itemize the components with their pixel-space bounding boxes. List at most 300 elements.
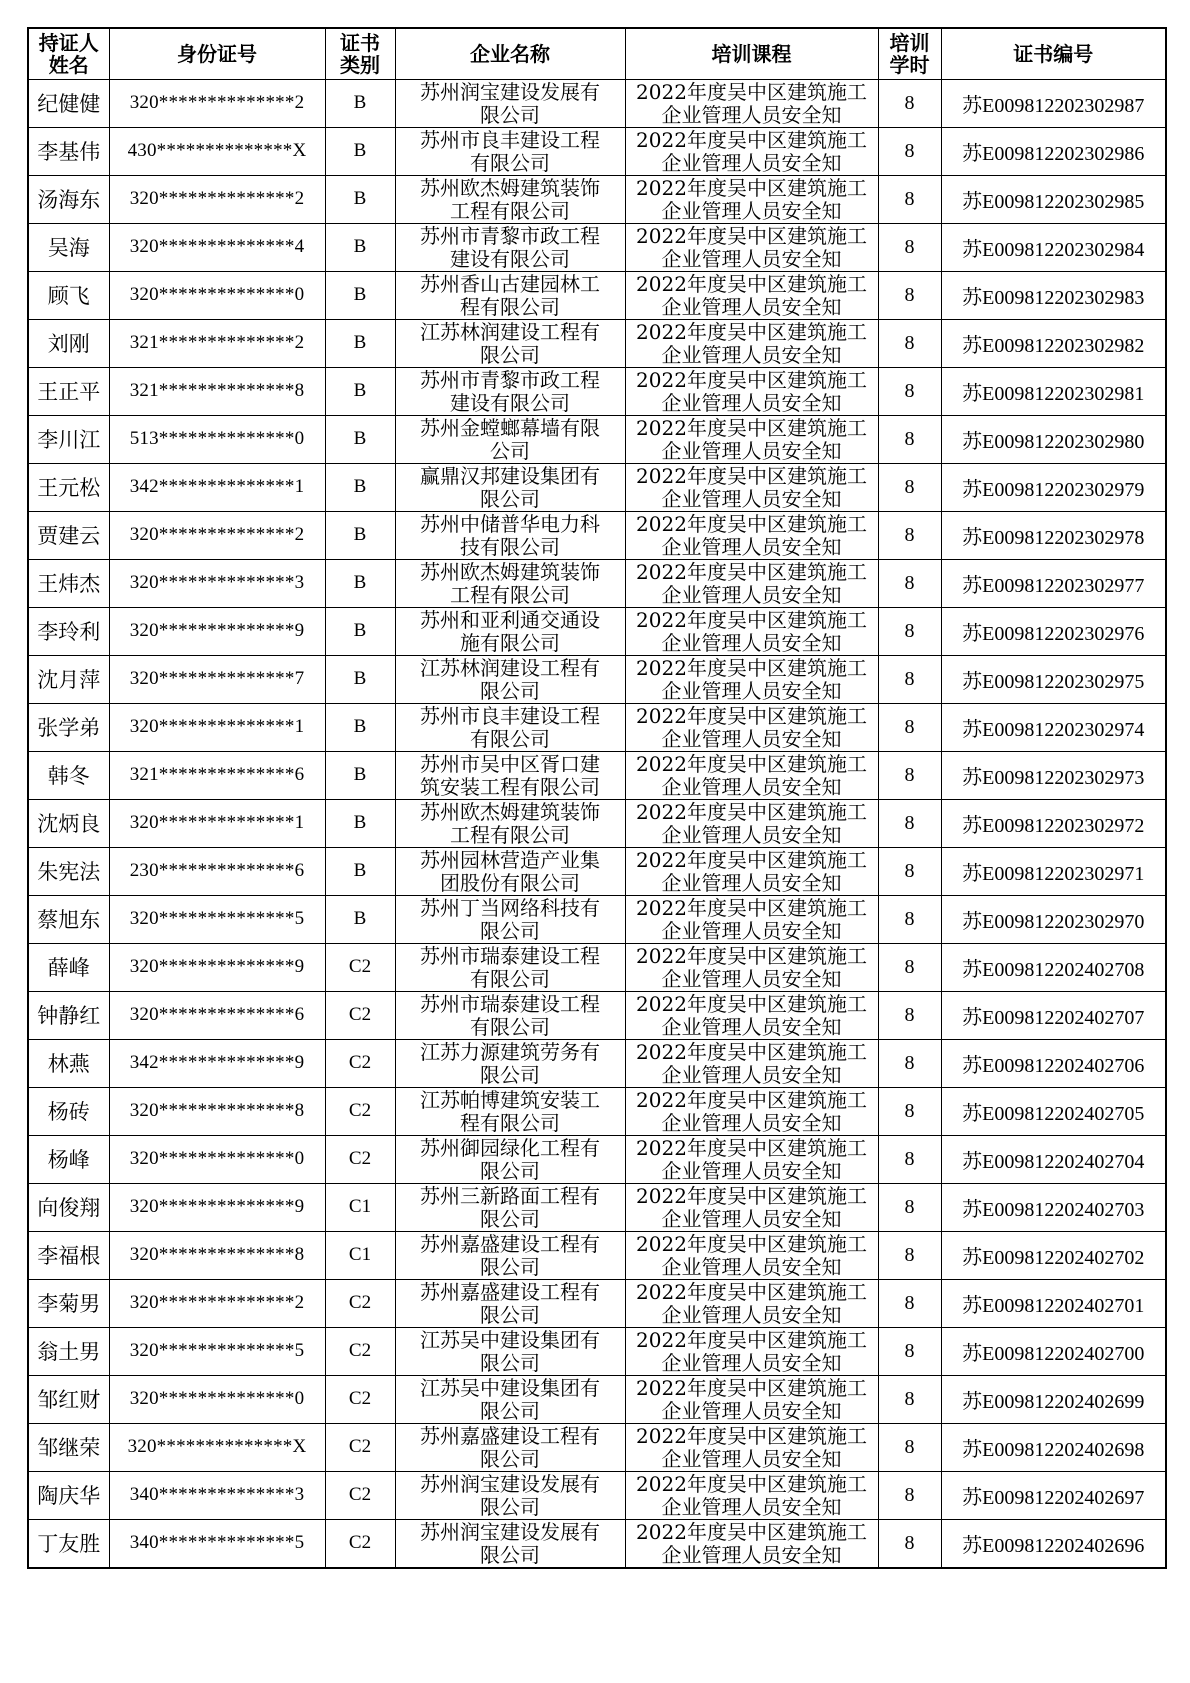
cell-company-text: 江苏林润建设工程有限公司 <box>420 655 600 703</box>
cell-holder-name-text: 沈炳良 <box>37 812 101 836</box>
cell-cert-category-text: C2 <box>348 1100 372 1121</box>
cell-company <box>395 463 625 511</box>
cell-holder-name <box>28 367 109 415</box>
cell-id-number-text: 320**************1 <box>129 716 305 737</box>
header-cert-category <box>325 28 395 79</box>
cell-hours-text: 8 <box>904 763 915 786</box>
cell-id-number-text: 320**************3 <box>129 572 305 593</box>
cell-company <box>395 943 625 991</box>
cell-cert-category <box>325 847 395 895</box>
cell-cert-number-text: 苏E009812202402702 <box>962 1246 1145 1269</box>
table-row <box>28 655 1166 703</box>
cell-id-number-text: 321**************2 <box>129 332 305 353</box>
cell-company-text: 苏州嘉盛建设工程有限公司 <box>420 1231 600 1279</box>
cell-company <box>395 1327 625 1375</box>
cell-hours <box>878 1327 941 1375</box>
cell-hours <box>878 1087 941 1135</box>
cell-hours-text: 8 <box>904 283 915 306</box>
cell-holder-name <box>28 415 109 463</box>
cell-hours <box>878 895 941 943</box>
cell-hours-text: 8 <box>904 91 915 114</box>
cell-hours-text: 8 <box>904 1531 915 1554</box>
cell-id-number <box>109 271 325 319</box>
cell-holder-name <box>28 1231 109 1279</box>
cell-id-number <box>109 1087 325 1135</box>
cell-hours <box>878 943 941 991</box>
header-company-label: 企业名称 <box>470 41 550 66</box>
cell-company-text: 苏州市瑞泰建设工程有限公司 <box>420 943 600 991</box>
cell-hours-text: 8 <box>904 1195 915 1218</box>
cell-holder-name <box>28 175 109 223</box>
cell-course-text: 2022年度吴中区建筑施工企业管理人员安全知 <box>636 1183 867 1231</box>
cell-course-text: 2022年度吴中区建筑施工企业管理人员安全知 <box>636 1039 867 1087</box>
cell-hours-text: 8 <box>904 907 915 930</box>
cell-company <box>395 1135 625 1183</box>
cell-cert-category-text: C2 <box>348 1532 372 1553</box>
cell-course-text: 2022年度吴中区建筑施工企业管理人员安全知 <box>636 559 867 607</box>
cell-course <box>625 703 878 751</box>
cell-id-number-text: 320**************6 <box>129 1004 305 1025</box>
cell-company <box>395 1039 625 1087</box>
cell-cert-number-text: 苏E009812202402699 <box>962 1390 1145 1413</box>
cell-holder-name-text: 蔡旭东 <box>37 908 101 932</box>
cell-company-text: 江苏吴中建设集团有限公司 <box>420 1327 600 1375</box>
cell-holder-name <box>28 751 109 799</box>
cell-company <box>395 1231 625 1279</box>
cell-cert-category <box>325 1183 395 1231</box>
cell-hours <box>878 847 941 895</box>
cell-hours-text: 8 <box>904 331 915 354</box>
header-hours <box>878 28 941 79</box>
cell-hours-text: 8 <box>904 1003 915 1026</box>
cell-course-text: 2022年度吴中区建筑施工企业管理人员安全知 <box>636 319 867 367</box>
cell-company-text: 苏州和亚利通交通设施有限公司 <box>420 607 600 655</box>
table-row <box>28 991 1166 1039</box>
header-course <box>625 28 878 79</box>
cell-holder-name <box>28 655 109 703</box>
cell-cert-number-text: 苏E009812202302972 <box>962 814 1145 837</box>
cell-cert-number-text: 苏E009812202402696 <box>962 1534 1145 1557</box>
cell-id-number <box>109 319 325 367</box>
header-company <box>395 28 625 79</box>
cell-holder-name <box>28 703 109 751</box>
cell-company-text: 苏州欧杰姆建筑装饰工程有限公司 <box>420 559 600 607</box>
cell-holder-name <box>28 943 109 991</box>
table-row <box>28 1135 1166 1183</box>
cell-id-number <box>109 991 325 1039</box>
cell-cert-number <box>941 559 1166 607</box>
table-row <box>28 1039 1166 1087</box>
cell-cert-number-text: 苏E009812202302981 <box>962 382 1145 405</box>
cell-id-number-text: 340**************5 <box>129 1532 305 1553</box>
cell-holder-name-text: 李川江 <box>37 428 101 452</box>
cell-cert-category-text: B <box>353 236 367 257</box>
table-row <box>28 223 1166 271</box>
cell-id-number <box>109 751 325 799</box>
cell-hours-text: 8 <box>904 955 915 978</box>
cell-holder-name-text: 贾建云 <box>37 524 101 548</box>
cell-cert-category-text: B <box>353 764 367 785</box>
cell-cert-category-text: C2 <box>348 1148 372 1169</box>
cell-id-number-text: 320**************2 <box>129 92 305 113</box>
cell-hours-text: 8 <box>904 1435 915 1458</box>
cell-cert-number <box>941 1039 1166 1087</box>
cell-cert-category <box>325 367 395 415</box>
cell-cert-number <box>941 1327 1166 1375</box>
cell-hours <box>878 991 941 1039</box>
cell-cert-number <box>941 271 1166 319</box>
cell-cert-category-text: C2 <box>348 1484 372 1505</box>
cell-company-text: 赢鼎汉邦建设集团有限公司 <box>420 463 600 511</box>
cell-cert-number <box>941 511 1166 559</box>
cell-holder-name-text: 吴海 <box>47 236 90 260</box>
cell-hours-text: 8 <box>904 523 915 546</box>
cell-course-text: 2022年度吴中区建筑施工企业管理人员安全知 <box>636 1231 867 1279</box>
cell-course-text: 2022年度吴中区建筑施工企业管理人员安全知 <box>636 1279 867 1327</box>
cell-cert-number-text: 苏E009812202402703 <box>962 1198 1145 1221</box>
cell-course-text: 2022年度吴中区建筑施工企业管理人员安全知 <box>636 607 867 655</box>
cell-company-text: 江苏力源建筑劳务有限公司 <box>420 1039 600 1087</box>
cell-id-number <box>109 1183 325 1231</box>
cell-holder-name-text: 向俊翔 <box>37 1196 101 1220</box>
cell-course <box>625 271 878 319</box>
cell-cert-number <box>941 991 1166 1039</box>
cell-course-text: 2022年度吴中区建筑施工企业管理人员安全知 <box>636 655 867 703</box>
cell-cert-category <box>325 1423 395 1471</box>
cell-id-number <box>109 847 325 895</box>
cell-holder-name-text: 陶庆华 <box>37 1484 101 1508</box>
cell-holder-name <box>28 127 109 175</box>
cell-course-text: 2022年度吴中区建筑施工企业管理人员安全知 <box>636 943 867 991</box>
cell-course-text: 2022年度吴中区建筑施工企业管理人员安全知 <box>636 511 867 559</box>
cell-cert-number <box>941 175 1166 223</box>
cell-cert-number-text: 苏E009812202302975 <box>962 670 1145 693</box>
cell-company-text: 苏州香山古建园林工程有限公司 <box>420 271 600 319</box>
cell-course-text: 2022年度吴中区建筑施工企业管理人员安全知 <box>636 991 867 1039</box>
header-course-label: 培训课程 <box>711 41 792 66</box>
cell-cert-category <box>325 127 395 175</box>
cell-cert-number-text: 苏E009812202302980 <box>962 430 1145 453</box>
cell-id-number-text: 342**************9 <box>129 1052 305 1073</box>
table-row <box>28 463 1166 511</box>
cell-cert-category-text: B <box>353 668 367 689</box>
cell-cert-number <box>941 79 1166 127</box>
cell-company <box>395 223 625 271</box>
cell-course <box>625 175 878 223</box>
header-id-number <box>109 28 325 79</box>
cell-cert-category <box>325 1087 395 1135</box>
cell-holder-name-text: 王元松 <box>37 476 101 500</box>
cell-id-number <box>109 415 325 463</box>
cell-company-text: 苏州欧杰姆建筑装饰工程有限公司 <box>420 799 600 847</box>
cell-id-number-text: 230**************6 <box>129 860 305 881</box>
cell-cert-number <box>941 1279 1166 1327</box>
cell-id-number <box>109 559 325 607</box>
cell-company-text: 江苏林润建设工程有限公司 <box>420 319 600 367</box>
cell-holder-name <box>28 1375 109 1423</box>
cell-cert-number <box>941 847 1166 895</box>
cell-hours <box>878 415 941 463</box>
certificate-table <box>27 27 1167 1569</box>
cell-cert-number-text: 苏E009812202302986 <box>962 142 1145 165</box>
cell-id-number-text: 320**************9 <box>129 1196 305 1217</box>
cell-holder-name-text: 朱宪法 <box>37 860 101 884</box>
cell-course-text: 2022年度吴中区建筑施工企业管理人员安全知 <box>636 1423 867 1471</box>
cell-holder-name-text: 林燕 <box>47 1052 90 1076</box>
cell-cert-number-text: 苏E009812202402708 <box>962 958 1145 981</box>
cell-hours <box>878 1375 941 1423</box>
cell-holder-name-text: 钟静红 <box>37 1004 101 1028</box>
cell-holder-name-text: 汤海东 <box>37 188 101 212</box>
cell-holder-name <box>28 1519 109 1568</box>
cell-company <box>395 799 625 847</box>
cell-cert-category-text: B <box>353 812 367 833</box>
cell-course-text: 2022年度吴中区建筑施工企业管理人员安全知 <box>636 367 867 415</box>
cell-course <box>625 79 878 127</box>
cell-cert-category <box>325 751 395 799</box>
table-row <box>28 943 1166 991</box>
header-cert-category-label: 证书类别 <box>340 30 380 77</box>
cell-holder-name <box>28 559 109 607</box>
cell-id-number-text: 320**************5 <box>129 908 305 929</box>
cell-company <box>395 127 625 175</box>
cell-hours-text: 8 <box>904 1483 915 1506</box>
cell-holder-name-text: 张学弟 <box>37 716 101 740</box>
cell-id-number-text: 320**************X <box>127 1436 307 1457</box>
table-row <box>28 607 1166 655</box>
cell-company <box>395 991 625 1039</box>
cell-cert-category <box>325 1327 395 1375</box>
cell-cert-number-text: 苏E009812202402706 <box>962 1054 1145 1077</box>
cell-holder-name-text: 王炜杰 <box>37 572 101 596</box>
cell-cert-category-text: C2 <box>348 1340 372 1361</box>
cell-cert-number-text: 苏E009812202302974 <box>962 718 1145 741</box>
cell-hours-text: 8 <box>904 811 915 834</box>
cell-cert-number <box>941 1375 1166 1423</box>
cell-holder-name <box>28 1135 109 1183</box>
cell-cert-category-text: B <box>353 140 367 161</box>
cell-id-number <box>109 463 325 511</box>
cell-cert-category-text: C1 <box>348 1196 372 1217</box>
cell-id-number <box>109 79 325 127</box>
table-row <box>28 127 1166 175</box>
table-row <box>28 1519 1166 1568</box>
cell-cert-category <box>325 655 395 703</box>
cell-course <box>625 607 878 655</box>
table-row <box>28 751 1166 799</box>
cell-cert-number <box>941 463 1166 511</box>
cell-id-number-text: 320**************7 <box>129 668 305 689</box>
cell-company <box>395 895 625 943</box>
cell-course <box>625 1375 878 1423</box>
cell-course-text: 2022年度吴中区建筑施工企业管理人员安全知 <box>636 703 867 751</box>
cell-holder-name <box>28 847 109 895</box>
cell-id-number-text: 320**************5 <box>129 1340 305 1361</box>
cell-course-text: 2022年度吴中区建筑施工企业管理人员安全知 <box>636 415 867 463</box>
cell-cert-number <box>941 319 1166 367</box>
cell-course <box>625 223 878 271</box>
cell-course-text: 2022年度吴中区建筑施工企业管理人员安全知 <box>636 127 867 175</box>
cell-cert-number-text: 苏E009812202302979 <box>962 478 1145 501</box>
header-name-label: 持证人姓名 <box>38 30 99 77</box>
cell-hours <box>878 1183 941 1231</box>
header-cert-number-label: 证书编号 <box>1013 41 1094 66</box>
cell-hours-text: 8 <box>904 139 915 162</box>
cell-holder-name-text: 李玲利 <box>37 620 101 644</box>
cell-id-number <box>109 1471 325 1519</box>
cell-cert-category <box>325 175 395 223</box>
cell-hours <box>878 79 941 127</box>
cell-cert-category-text: C2 <box>348 1004 372 1025</box>
cell-course <box>625 847 878 895</box>
cell-course-text: 2022年度吴中区建筑施工企业管理人员安全知 <box>636 1375 867 1423</box>
cell-hours-text: 8 <box>904 619 915 642</box>
cell-cert-category <box>325 511 395 559</box>
table-row <box>28 1183 1166 1231</box>
cell-company <box>395 655 625 703</box>
cell-company <box>395 367 625 415</box>
cell-hours-text: 8 <box>904 235 915 258</box>
cell-holder-name <box>28 607 109 655</box>
cell-company-text: 苏州市瑞泰建设工程有限公司 <box>420 991 600 1039</box>
cell-company-text: 苏州三新路面工程有限公司 <box>420 1183 600 1231</box>
cell-holder-name-text: 纪健健 <box>37 92 101 116</box>
cell-id-number <box>109 943 325 991</box>
table-row <box>28 175 1166 223</box>
cell-id-number <box>109 1039 325 1087</box>
cell-cert-category <box>325 223 395 271</box>
cell-cert-category-text: C1 <box>348 1244 372 1265</box>
cell-holder-name-text: 刘刚 <box>47 332 90 356</box>
cell-hours-text: 8 <box>904 475 915 498</box>
cell-holder-name <box>28 1423 109 1471</box>
cell-id-number-text: 320**************2 <box>129 188 305 209</box>
cell-cert-category <box>325 1519 395 1568</box>
cell-cert-category-text: B <box>353 284 367 305</box>
cell-holder-name-text: 李菊男 <box>37 1292 101 1316</box>
cell-course <box>625 799 878 847</box>
cell-cert-category-text: B <box>353 524 367 545</box>
cell-company-text: 苏州市青黎市政工程建设有限公司 <box>420 367 600 415</box>
cell-hours-text: 8 <box>904 859 915 882</box>
header-cert-number <box>941 28 1166 79</box>
cell-course-text: 2022年度吴中区建筑施工企业管理人员安全知 <box>636 1135 867 1183</box>
cell-cert-category <box>325 895 395 943</box>
cell-course <box>625 1519 878 1568</box>
table-row <box>28 415 1166 463</box>
table-row <box>28 1327 1166 1375</box>
cell-company <box>395 607 625 655</box>
cell-holder-name-text: 王正平 <box>37 380 101 404</box>
cell-company-text: 苏州市吴中区胥口建筑安装工程有限公司 <box>420 751 600 799</box>
cell-company-text: 苏州嘉盛建设工程有限公司 <box>420 1279 600 1327</box>
cell-cert-number-text: 苏E009812202302970 <box>962 910 1145 933</box>
cell-hours-text: 8 <box>904 379 915 402</box>
cell-id-number-text: 430**************X <box>127 140 307 161</box>
cell-cert-number <box>941 703 1166 751</box>
cell-holder-name <box>28 79 109 127</box>
cell-id-number <box>109 1231 325 1279</box>
cell-cert-number-text: 苏E009812202302971 <box>962 862 1145 885</box>
cell-course <box>625 895 878 943</box>
cell-holder-name-text: 邹红财 <box>37 1388 101 1412</box>
cell-id-number <box>109 127 325 175</box>
cell-company-text: 苏州园林营造产业集团股份有限公司 <box>420 847 600 895</box>
cell-company-text: 苏州市良丰建设工程有限公司 <box>420 127 600 175</box>
cell-cert-number-text: 苏E009812202402698 <box>962 1438 1145 1461</box>
cell-cert-number-text: 苏E009812202302978 <box>962 526 1145 549</box>
cell-company <box>395 1279 625 1327</box>
cell-cert-category-text: C2 <box>348 1052 372 1073</box>
cell-id-number-text: 342**************1 <box>129 476 305 497</box>
cell-company-text: 苏州御园绿化工程有限公司 <box>420 1135 600 1183</box>
cell-holder-name-text: 韩冬 <box>47 764 90 788</box>
cell-hours <box>878 271 941 319</box>
cell-company <box>395 415 625 463</box>
cell-id-number <box>109 607 325 655</box>
cell-cert-category-text: B <box>353 860 367 881</box>
cell-hours <box>878 703 941 751</box>
cell-cert-category <box>325 79 395 127</box>
cell-cert-number <box>941 1231 1166 1279</box>
table-row <box>28 1279 1166 1327</box>
cell-cert-number-text: 苏E009812202402707 <box>962 1006 1145 1029</box>
cell-cert-number-text: 苏E009812202402697 <box>962 1486 1145 1509</box>
cell-course-text: 2022年度吴中区建筑施工企业管理人员安全知 <box>636 895 867 943</box>
cell-course <box>625 1279 878 1327</box>
cell-holder-name-text: 杨砖 <box>47 1100 90 1124</box>
cell-hours-text: 8 <box>904 1147 915 1170</box>
cell-course <box>625 991 878 1039</box>
cell-cert-number <box>941 751 1166 799</box>
cell-hours <box>878 127 941 175</box>
cell-holder-name <box>28 1471 109 1519</box>
cell-cert-category <box>325 1231 395 1279</box>
table-row <box>28 511 1166 559</box>
cell-course <box>625 1135 878 1183</box>
cell-course <box>625 511 878 559</box>
cell-holder-name-text: 翁土男 <box>37 1340 101 1364</box>
cell-course <box>625 751 878 799</box>
cell-hours <box>878 799 941 847</box>
cell-cert-number-text: 苏E009812202302977 <box>962 574 1145 597</box>
cell-company <box>395 1423 625 1471</box>
cell-company <box>395 1087 625 1135</box>
cell-course-text: 2022年度吴中区建筑施工企业管理人员安全知 <box>636 175 867 223</box>
table-row <box>28 367 1166 415</box>
cell-cert-category <box>325 319 395 367</box>
cell-cert-number <box>941 127 1166 175</box>
cell-course <box>625 319 878 367</box>
cell-id-number-text: 320**************8 <box>129 1244 305 1265</box>
cell-holder-name-text: 杨峰 <box>47 1148 90 1172</box>
cell-course <box>625 1327 878 1375</box>
cell-cert-number-text: 苏E009812202302976 <box>962 622 1145 645</box>
cell-id-number-text: 320**************9 <box>129 956 305 977</box>
cell-holder-name <box>28 799 109 847</box>
table-row <box>28 1231 1166 1279</box>
cell-id-number-text: 321**************6 <box>129 764 305 785</box>
cell-hours <box>878 223 941 271</box>
cell-hours-text: 8 <box>904 667 915 690</box>
cell-course-text: 2022年度吴中区建筑施工企业管理人员安全知 <box>636 1327 867 1375</box>
cell-company <box>395 511 625 559</box>
cell-cert-category-text: B <box>353 620 367 641</box>
cell-hours <box>878 1135 941 1183</box>
cell-company <box>395 751 625 799</box>
cell-hours <box>878 319 941 367</box>
cell-cert-category-text: B <box>353 380 367 401</box>
